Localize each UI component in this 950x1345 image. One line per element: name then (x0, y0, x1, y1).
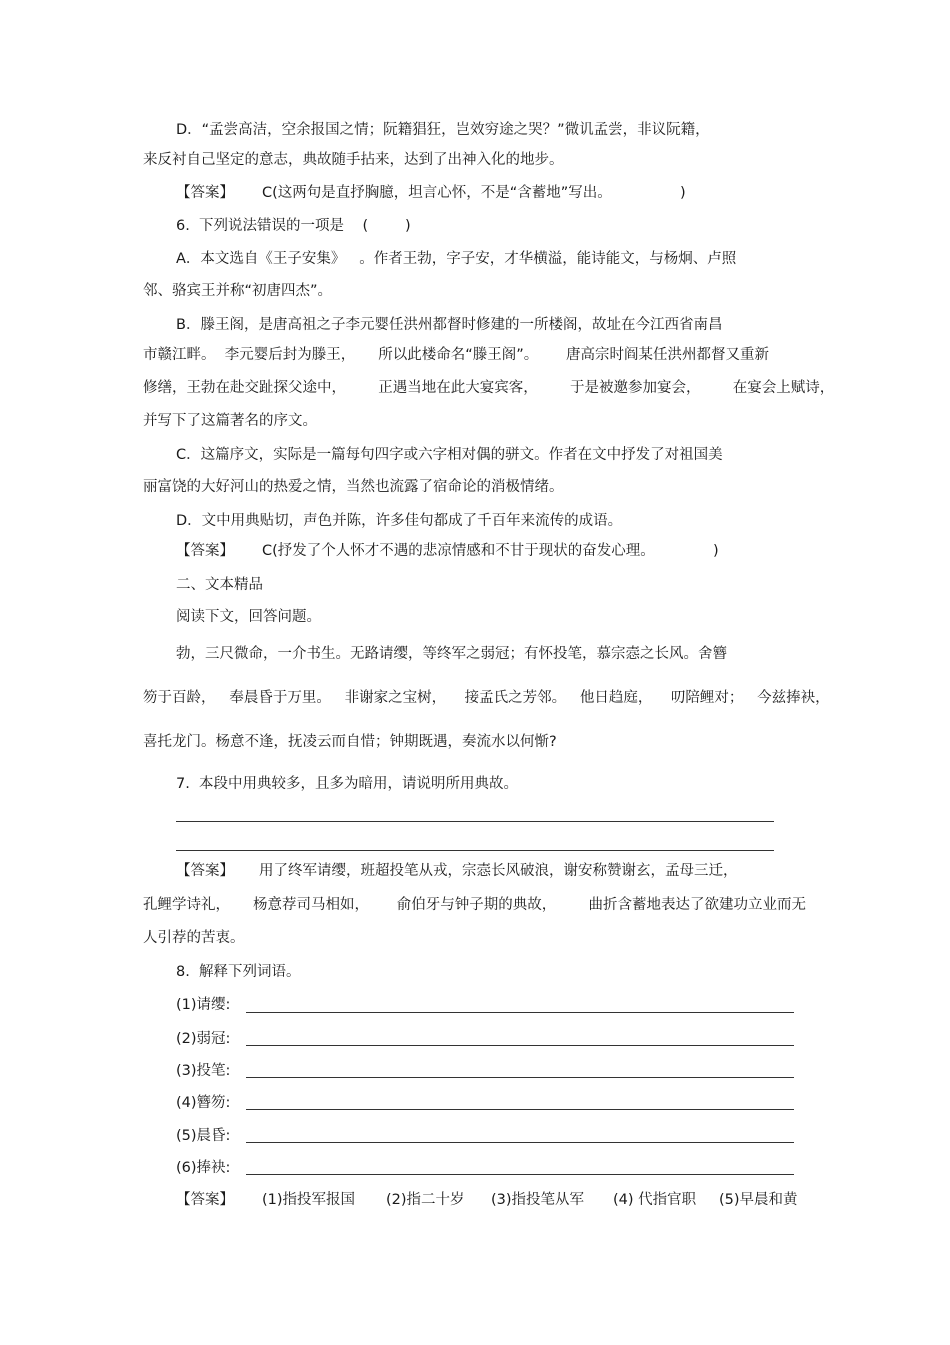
q8-item-5-label: (5)晨昏: (176, 1128, 231, 1144)
q6-option-b-line1: B．滕王阁，是唐高祖之子李元婴任洪州都督时修建的一所楼阁，故址在今江西省南昌 (176, 317, 723, 333)
q7-stem: 7. 本段中用典较多，且多为暗用，请说明所用典故。 (176, 776, 519, 792)
q8-item-2-blank[interactable] (246, 1045, 794, 1046)
answer-6-tag: 【答案】 (176, 543, 234, 559)
q6-option-a-line2: 邻、骆宾王并称“初唐四杰”。 (143, 283, 333, 299)
answer-5-text: C(这两句是直抒胸臆，坦言心怀，不是“含蓄地”写出。 (262, 185, 612, 201)
q8-item-3-label: (3)投笔: (176, 1063, 231, 1079)
section-heading: 二、文本精品 (176, 577, 263, 593)
passage-line1: 勃，三尺微命，一介书生。无路请缨，等终军之弱冠；有怀投笔，慕宗悫之长风。舍簪 (176, 646, 727, 662)
q8-item-1-blank[interactable] (246, 1012, 794, 1013)
q8-item-2-label: (2)弱冠: (176, 1031, 231, 1047)
answer-6-text: C(抒发了个人怀才不遇的悲凉情感和不甘于现状的奋发心理。 (262, 543, 655, 559)
answer-8-part-1: (1)指投军报国 (262, 1192, 356, 1208)
q5-option-d-line1: D．“孟尝高洁，空余报国之情；阮籍猖狂，岂效穷途之哭？”微讥孟尝，非议阮籍， (176, 122, 710, 138)
answer-7-tag: 【答案】 (176, 863, 234, 879)
q8-item-3-blank[interactable] (246, 1077, 794, 1078)
answer-6-close: ) (713, 543, 719, 559)
q8-item-6-blank[interactable] (246, 1174, 794, 1175)
q6-option-d-line1: D．文中用典贴切，声色并陈，许多佳句都成了千百年来流传的成语。 (176, 513, 623, 529)
answer-5-close: ) (680, 185, 686, 201)
answer-8-part-3: (3)指投笔从军 (491, 1192, 585, 1208)
answer-8-part-4: (4) 代指官职 (613, 1192, 697, 1208)
answer-5-tag: 【答案】 (176, 185, 234, 201)
q7-answer-line-2[interactable] (176, 850, 774, 851)
answer-8-tag: 【答案】 (176, 1192, 234, 1208)
q6-option-b-line2: 市赣江畔。 李元婴后封为滕王， 所以此楼命名“滕王阁”。 唐高宗时阎某任洪州都督又重新 (143, 347, 769, 363)
answer-8-part-2: (2)指二十岁 (386, 1192, 465, 1208)
q8-item-4-label: (4)簪笏: (176, 1095, 231, 1111)
q5-option-d-line2: 来反衬自己坚定的意志，典故随手拈来，达到了出神入化的地步。 (143, 152, 564, 168)
q8-stem: 8. 解释下列词语。 (176, 964, 301, 980)
q6-option-a-line1: A．本文选自《王子安集》 。作者王勃，字子安，才华横溢，能诗能文，与杨炯、卢照 (176, 251, 737, 267)
q6-option-b-line3: 修缮，王勃在赴交趾探父途中， 正遇当地在此大宴宾客， 于是被邀参加宴会， 在宴会上赋诗， (143, 380, 835, 396)
answer-7-line3: 人引荐的苦衷。 (143, 930, 245, 946)
q6-option-c-line1: C．这篇序文，实际是一篇每句四字或六字相对偶的骈文。作者在文中抒发了对祖国美 (176, 447, 723, 463)
answer-8-part-5: (5)早晨和黄 (719, 1192, 798, 1208)
q6-stem: 6. 下列说法错误的一项是 ( ) (176, 218, 411, 234)
q8-item-1-label: (1)请缨: (176, 997, 231, 1013)
q7-answer-line-1[interactable] (176, 821, 774, 822)
answer-7-line1: 用了终军请缨，班超投笔从戎，宗悫长风破浪，谢安称赞谢玄，孟母三迁， (259, 863, 738, 879)
reading-instruction: 阅读下文，回答问题。 (176, 609, 321, 625)
q8-item-5-blank[interactable] (246, 1142, 794, 1143)
q6-option-c-line2: 丽富饶的大好河山的热爱之情，当然也流露了宿命论的消极情绪。 (143, 479, 564, 495)
passage-line2: 笏于百龄， 奉晨昏于万里。 非谢家之宝树， 接孟氏之芳邻。 他日趋庭， 叨陪鲤对； 今兹捧袂， (143, 690, 830, 706)
passage-line3: 喜托龙门。杨意不逢，抚凌云而自惜；钟期既遇，奏流水以何惭? (143, 734, 557, 750)
q8-item-6-label: (6)捧袂: (176, 1160, 231, 1176)
answer-7-line2: 孔鲤学诗礼， 杨意荐司马相如， 俞伯牙与钟子期的典故， 曲折含蓄地表达了欲建功立业而无 (143, 897, 806, 913)
q6-option-b-line4: 并写下了这篇著名的序文。 (143, 413, 317, 429)
q8-item-4-blank[interactable] (246, 1109, 794, 1110)
